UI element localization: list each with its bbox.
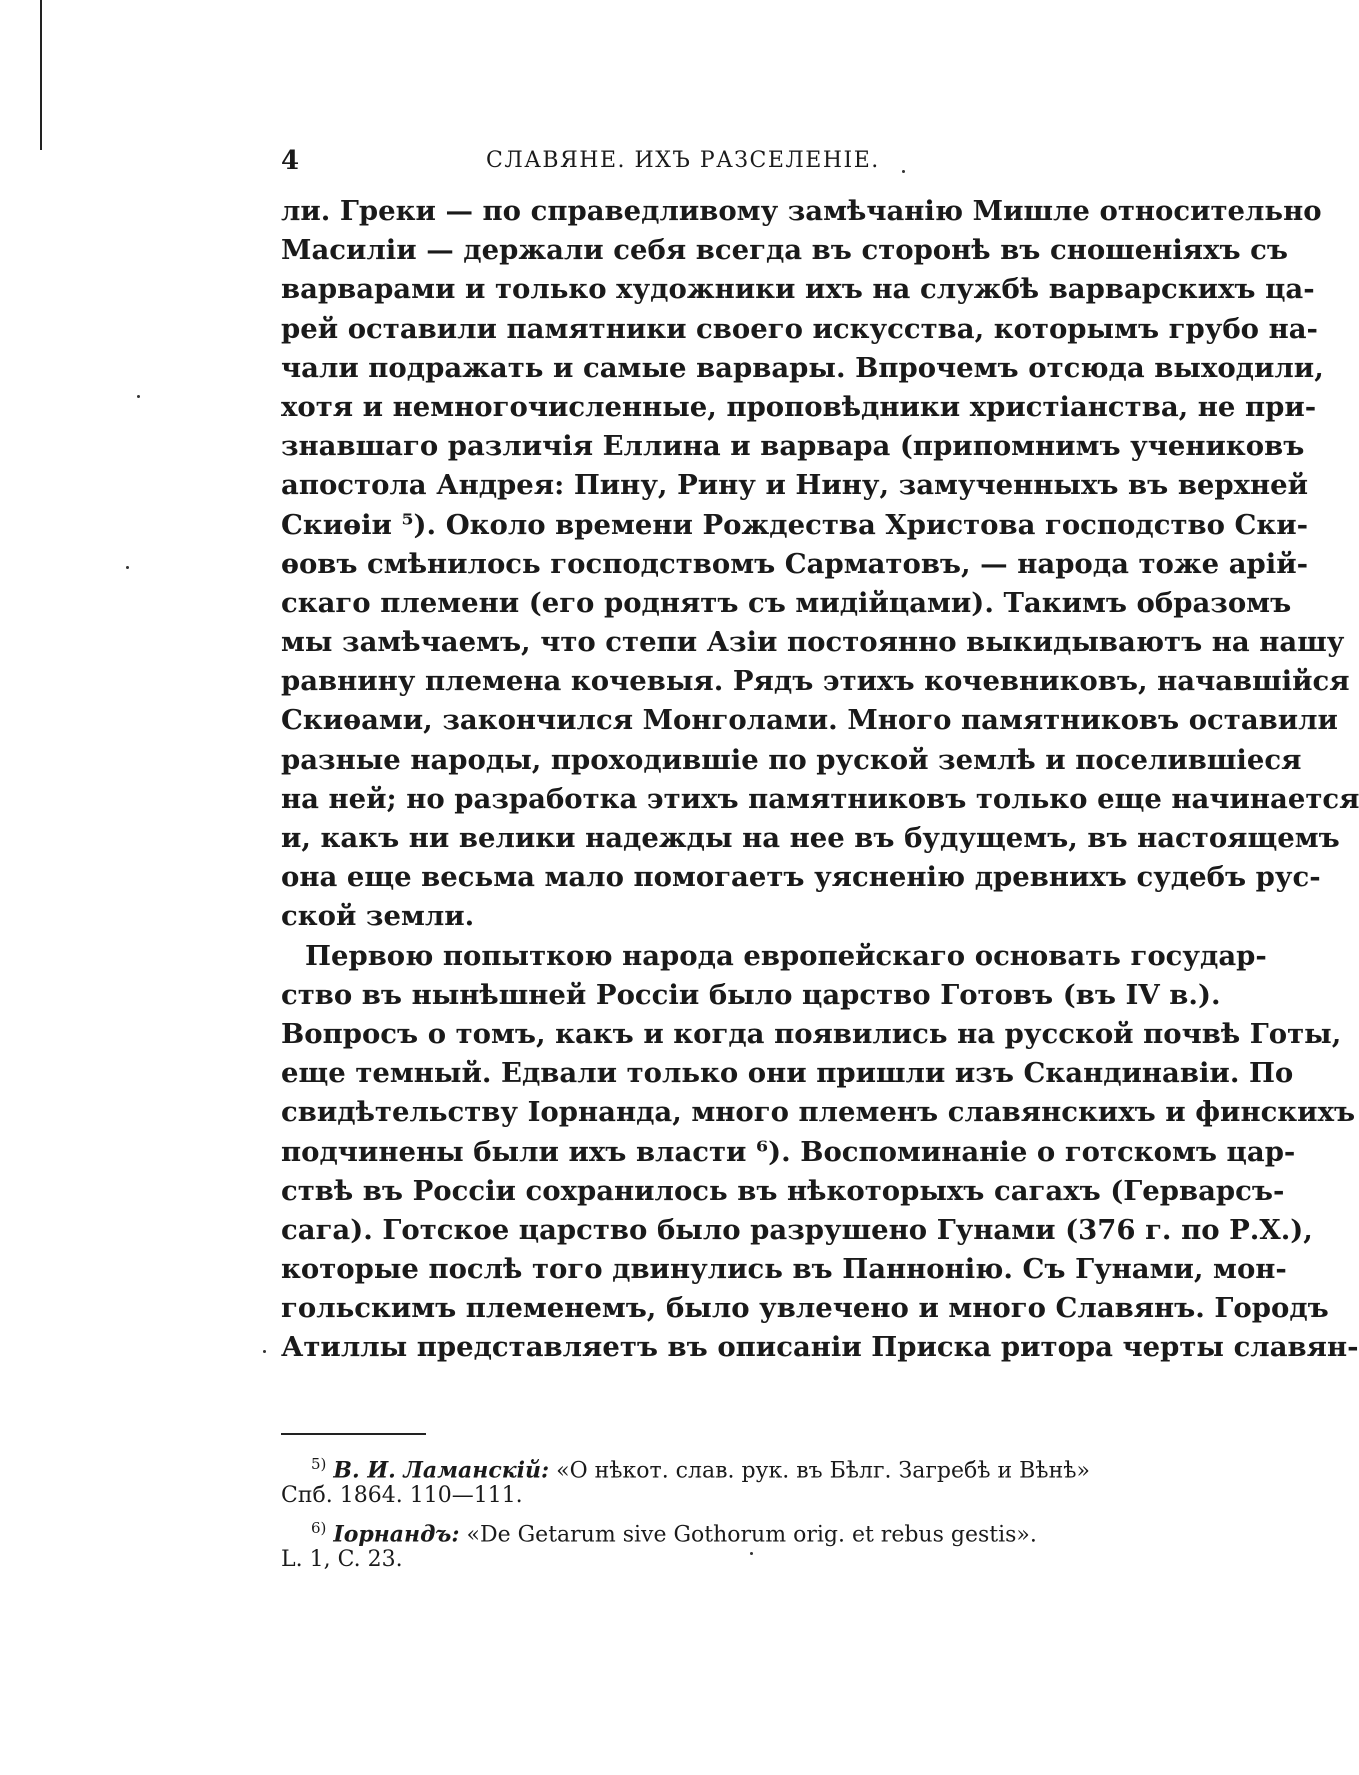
text-line: которые послѣ того двинулись въ Паннонію. Съ Гунами, мон- (281, 1253, 1287, 1286)
text-line: сага). Готское царство было разрушено Гунами (376 г. по Р.Х.), (281, 1213, 1313, 1246)
text-line: на ней; но разработка этихъ памятниковъ только еще начинается (281, 782, 1359, 815)
text-line: ствѣ въ Россіи сохранилось въ нѣкоторыхъ сагахъ (Герварсъ- (281, 1174, 1285, 1207)
body-text (281, 192, 1359, 1368)
text-line: Атиллы представляетъ въ описаніи Приска ритора черты славян- (281, 1331, 1359, 1364)
footnote (281, 1448, 1090, 1484)
footnote-rule (281, 1433, 426, 1435)
text-line: она еще весьма мало помогаетъ уясненію древнихъ судебъ рус- (281, 861, 1321, 894)
text-line: хотя и немногочисленные, проповѣдники христіанства, не при- (281, 390, 1317, 423)
text-line: еще темный. Едвали только они пришли изъ Скандинавіи. По (281, 1057, 1294, 1090)
text-line: ли. Греки — по справедливому замѣчанію Мишле относительно (281, 195, 1322, 227)
footnote-text: «De Getarum sive Gothorum orig. et rebus gestis». (466, 1522, 1037, 1548)
text-line: рей оставили памятники своего искусства, которымъ грубо на- (281, 312, 1318, 345)
text-line: ѳовъ смѣнилось господствомъ Сарматовъ, — народа тоже арій- (281, 547, 1309, 580)
print-speck (263, 1350, 266, 1353)
text-line: и, какъ ни велики надежды на нее въ будущемъ, въ настоящемъ (281, 822, 1340, 854)
footnote-continuation: L. 1, C. 23. (281, 1547, 403, 1572)
text-line: разные народы, проходившіе по руской землѣ и поселившіеся (281, 743, 1302, 776)
text-line: Скиѳами, закончился Монголами. Много памятниковъ оставили (281, 704, 1338, 737)
page-number: 4 (281, 146, 300, 176)
text-line: гольскимъ племенемъ, было увлечено и много Славянъ. Городъ (281, 1292, 1329, 1325)
text-line: знавшаго различія Еллина и варвара (припомнимъ учениковъ (281, 430, 1305, 463)
footnotes (281, 1448, 1090, 1576)
footnote-author: В. И. Ламанскій: (333, 1457, 550, 1484)
footnote (281, 1512, 1083, 1548)
print-speck (902, 170, 905, 173)
text-line: ской земли. (281, 900, 475, 933)
footnote-number: 6) (311, 1519, 327, 1537)
print-speck (126, 566, 129, 569)
running-title: СЛАВЯНЕ. ИХЪ РАЗСЕЛЕНІЕ. (486, 148, 880, 173)
text-line: Масиліи — держали себя всегда въ сторонѣ въ сношеніяхъ съ (281, 234, 1289, 267)
text-line: чали подражать и самые варвары. Впрочемъ отсюда выходили, (281, 351, 1324, 384)
footnote-text: «О нѣкот. слав. рук. въ Бѣлг. Загребѣ и Вѣнѣ» (556, 1458, 1090, 1484)
print-speck (750, 1552, 753, 1555)
text-line: Вопросъ о томъ, какъ и когда появились на русской почвѣ Готы, (281, 1017, 1342, 1050)
text-line: равнину племена кочевыя. Рядъ этихъ кочевниковъ, начавшійся (281, 665, 1350, 698)
page-header (281, 146, 1081, 176)
footnote-number: 5) (311, 1455, 327, 1473)
text-line: Первою попыткою народа европейскаго основать государ- (305, 939, 1267, 972)
footnote-continuation: Спб. 1864. 110—111. (281, 1483, 523, 1508)
text-line: свидѣтельству Іорнанда, много племенъ славянскихъ и финскихъ (281, 1096, 1356, 1129)
text-line: апостола Андрея: Пину, Рину и Нину, замученныхъ въ верхней (281, 469, 1309, 502)
footnote-author: Іорнандъ: (333, 1521, 460, 1548)
text-line: варварами и только художники ихъ на службѣ варварскихъ ца- (281, 273, 1315, 306)
text-line: скаго племени (его роднятъ съ мидійцами). Такимъ образомъ (281, 586, 1292, 619)
text-line: подчинены были ихъ власти ⁶). Воспоминаніе о готскомъ цар- (281, 1135, 1296, 1168)
text-line: мы замѣчаемъ, что степи Азіи постоянно выкидываютъ на нашу (281, 626, 1345, 659)
text-line: Скиѳіи ⁵). Около времени Рождества Христова господство Ски- (281, 508, 1309, 541)
print-speck (137, 395, 140, 398)
text-line: ство въ нынѣшней Россіи было царство Готовъ (въ IV в.). (281, 978, 1221, 1011)
binding-edge (40, 0, 42, 150)
